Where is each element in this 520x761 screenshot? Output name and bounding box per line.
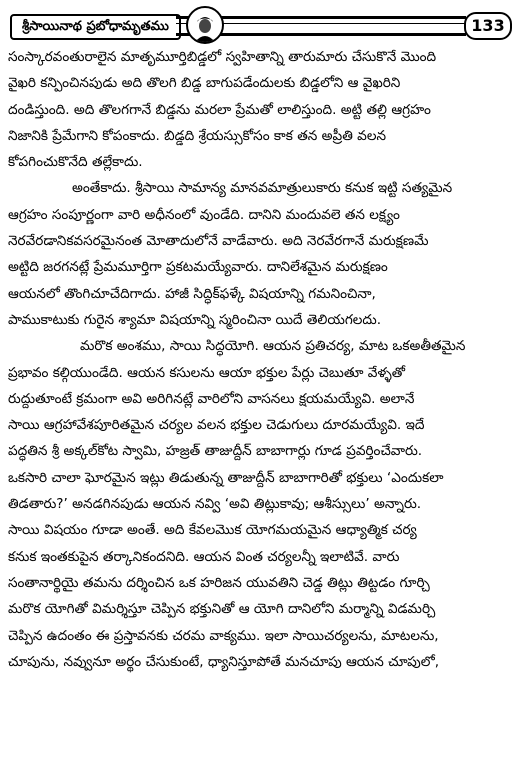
page-header	[6, 6, 514, 40]
text-line: పాముకాటుకు గురైన శ్యామా విషయాన్ని స్మరించినా యిదే తెలియగలదు.	[8, 311, 382, 328]
text-line: సాయి ఆగ్రహావేశపూరితమైన చర్యల వలన భక్తుల చెడుగులు దూరమయ్యేవి. ఇదే	[8, 417, 425, 434]
text-line: చూపును, నవ్వునూ అర్థం చేసుకుంటే, ధ్యానిస్తూపోతే మనచూపు ఆయన చూపులో,	[8, 653, 440, 670]
text-line: దండిస్తుంది. అది తొలగగానే బిడ్డను మరలా ప్రేమతో లాలిస్తుంది. అట్టి తల్లి ఆగ్రహం	[8, 101, 431, 118]
text-line: సాయి విషయం గూడా అంతే. అది కేవలమొక యోగమయమైన ఆధ్యాత్మిక చర్య	[8, 522, 417, 539]
text-line: అట్టిది జరగనట్లే ప్రేమమూర్తిగా ప్రకటమయ్యేవారు. దానిలేశమైన మరుక్షణం	[8, 259, 388, 276]
text-line: పద్ధతిన శ్రీ అక్కల్‌కోట స్వామి, హజ్రత్ తాజుద్దీన్ బాబాగార్లు గూడ ప్రవర్తించేవారు.	[8, 443, 423, 460]
text-line: అంతేకాదు. శ్రీసాయి సామాన్య మానవమాత్రులుకారు కనుక ఇట్టి సత్యమైన	[72, 180, 453, 197]
text-line: కనుక ఇంతకుపైన తర్కానికందనిది. ఆయన వింత చర్యలన్నీ ఇలాటివే. వారు	[8, 548, 400, 565]
text-line: ఆయనలో తొంగిచూచేదిగాదు. హాజీ సిద్ధిక్‌ఫళ్కే విషయాన్ని గమనించినా,	[8, 285, 376, 302]
saint-portrait-icon	[186, 6, 224, 44]
text-line: ఒకసారి చాలా ఘోరమైన ఇట్లు తిడుతున్న తాజుద్దీన్ బాబాగారితో భక్తులు ‘ఎందుకలా	[8, 469, 444, 486]
text-line: మరొక యోగితో విమర్శిస్తూ చెప్పిన భక్తునితో ఆ యోగి దానిలోని మర్మాన్ని విడమర్చి	[8, 601, 436, 618]
page-number: 133	[464, 12, 512, 40]
text-line: వైఖరి కన్పించినపుడు అది తొలగి బిడ్డ బాగుపడేందులకు బిడ్డలోని ఆ వైఖరిని	[8, 75, 401, 92]
text-line: చెప్పిన ఉదంతం ఈ ప్రస్తావనకు చరమ వాక్యము. ఇలా సాయిచర్యలను, మాటలను,	[8, 627, 439, 644]
text-line: తిడతారు?’ అనడగినపుడు ఆయన నవ్వి ‘అవి తిట్లుకావు; ఆశీస్సులు’ అన్నారు.	[8, 496, 422, 513]
body-text	[8, 44, 512, 675]
text-line: సంతానార్థియై తమను దర్శించిన ఒక హరిజన యువతిని చెడ్డ తిట్లు తిట్టడం గూర్చి	[8, 574, 430, 591]
running-title: శ్రీసాయినాథ ప్రబోధామృతము	[10, 14, 181, 40]
text-line: సంస్కారవంతురాలైన మాతృమూర్తిబిడ్డలో స్వహితాన్ని తారుమారు చేసుకొనే మొంది	[8, 49, 437, 65]
text-line: ఆగ్రహం సంపూర్ణంగా వారి అధీనంలో వుండేది. దానిని మందువలె తన లక్ష్యం	[8, 206, 400, 223]
text-line: నిజానికి ప్రేమేగాని కోపంకాదు. బిడ్డది శ్రేయస్సుకోసం కాక తన అప్రీతి వలన	[8, 127, 386, 144]
text-line: మరొక అంశము, సాయి సిద్ధయోగి. ఆయన ప్రతిచర్య, మాట ఒకఅతీతమైన	[80, 338, 466, 355]
text-line: కోపగించుకొనేది తల్లేకాదు.	[8, 154, 143, 171]
text-line: ప్రభావం కల్గియుండేది. ఆయన కసులను ఆయా భక్తుల పేర్లు చెబుతూ వేళ్ళతో	[8, 364, 406, 381]
text-line: నెరవేరడానికవసరమైనంత మోతాదులోనే వాడేవారు. అది నెరవేరగానే మరుక్షణమే	[8, 233, 429, 250]
text-line: రుద్దుతూంటే క్రమంగా అవి అరిగినట్లే వారిలోని వాసనలు క్షయమయ్యేవి. అలానే	[8, 390, 415, 407]
